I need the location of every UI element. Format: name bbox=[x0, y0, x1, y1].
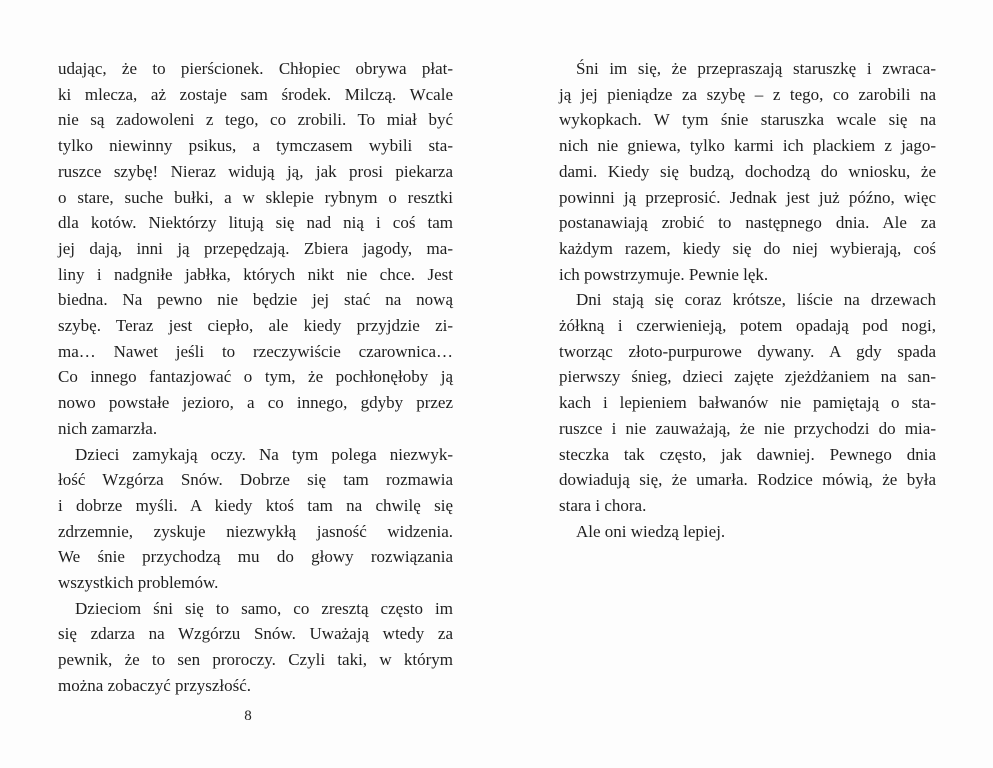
text-line: i dobrze myśli. A kiedy ktoś tam na chwilę się bbox=[58, 495, 453, 515]
text-line: Co innego fantazjować o tym, że pochłonęłoby ją bbox=[58, 367, 453, 387]
text-line: o stare, suche bułki, a w sklepie rybnym o resztki bbox=[58, 187, 453, 207]
text-line: szybę. Teraz jest ciepło, ale kiedy przyjdzie zi- bbox=[58, 316, 453, 336]
text-line: kach i lepieniem bałwanów nie pamiętają o sta- bbox=[559, 393, 936, 413]
paragraph bbox=[58, 442, 453, 596]
text-line: każdym razem, kiedy się do niej wybierają, coś bbox=[559, 238, 936, 258]
text-line: We śnie przychodzą mu do głowy rozwiązania bbox=[58, 547, 453, 567]
text-line: tworząc złoto-purpurowe dywany. A gdy spada bbox=[559, 341, 936, 361]
text-line: łość Wzgórza Snów. Dobrze się tam rozmawia bbox=[58, 470, 453, 490]
text-line: ruszce szybę! Nieraz widują ją, jak prosi piekarza bbox=[58, 161, 453, 181]
paragraph bbox=[559, 56, 936, 287]
text-line: liny i nadgniłe jabłka, których nikt nie chce. Jest bbox=[58, 264, 453, 284]
page-number: 8 bbox=[244, 708, 252, 724]
text-line: nowo powstałe jezioro, a co innego, gdyby przez bbox=[58, 393, 453, 413]
text-line: stara i chora. bbox=[559, 495, 647, 515]
text-line: steczka tak często, jak dawniej. Pewnego dnia bbox=[559, 444, 936, 464]
left-page-text bbox=[58, 56, 453, 699]
right-page-text bbox=[559, 56, 936, 544]
text-line: wykopkach. W tym śnie staruszka wcale się na bbox=[559, 110, 936, 130]
text-line: ją jej pieniądze za szybę – z tego, co zarobili na bbox=[559, 84, 936, 104]
text-line: dami. Kiedy się budzą, dochodzą do wniosku, że bbox=[559, 161, 936, 181]
text-line: się zdarza na Wzgórzu Snów. Uważają wtedy za bbox=[58, 624, 453, 644]
paragraph bbox=[559, 287, 936, 518]
text-line: tylko niewinny psikus, a tymczasem wybili sta- bbox=[58, 136, 453, 156]
text-line: udając, że to pierścionek. Chłopiec obrywa płat- bbox=[58, 59, 453, 78]
text-line: nich zamarzła. bbox=[58, 418, 158, 438]
text-line: ruszce i nie zauważają, że nie przychodzi do mia- bbox=[559, 418, 936, 438]
text-line: Ale oni wiedzą lepiej. bbox=[576, 521, 726, 541]
text-line: ma… Nawet jeśli to rzeczywiście czarownica… bbox=[58, 341, 453, 361]
text-line: pierwszy śnieg, dzieci zajęte zjeżdżaniem na san- bbox=[559, 367, 936, 387]
text-line: ich powstrzymuje. Pewnie lęk. bbox=[559, 264, 769, 284]
text-line: nich nie gniewa, tylko karmi ich plackiem z jago- bbox=[559, 136, 936, 156]
text-line: dowiadują się, że umarła. Rodzice mówią, że była bbox=[559, 470, 936, 490]
text-line: biedna. Na pewno nie będzie jej stać na nową bbox=[58, 290, 453, 310]
text-line: Śni im się, że przepraszają staruszkę i zwraca- bbox=[576, 59, 936, 78]
text-line: zdrzemnie, zyskuje niezwykłą jasność widzenia. bbox=[58, 521, 453, 541]
text-line: Dni stają się coraz krótsze, liście na drzewach bbox=[576, 290, 936, 310]
text-line: Dzieciom śni się to samo, co zresztą często im bbox=[75, 598, 453, 618]
text-line: żółkną i czerwienieją, potem opadają pod nogi, bbox=[559, 316, 936, 336]
text-line: powinni ją przeprosić. Jednak jest już późno, więc bbox=[559, 187, 936, 207]
text-line: Dzieci zamykają oczy. Na tym polega niezwyk- bbox=[75, 444, 453, 464]
text-line: jej dają, inni ją przepędzają. Zbiera jagody, ma- bbox=[58, 238, 453, 258]
text-line: dla kotów. Niektórzy litują się nad nią i coś tam bbox=[58, 213, 453, 233]
paragraph bbox=[58, 56, 453, 442]
text-line: postanawiają zrobić to następnego dnia. Ale za bbox=[559, 213, 936, 233]
text-line: wszystkich problemów. bbox=[58, 573, 219, 593]
text-line: ki mlecza, aż zostaje sam środek. Milczą. Wcale bbox=[58, 84, 453, 104]
text-line: można zobaczyć przyszłość. bbox=[58, 675, 252, 695]
paragraph bbox=[58, 596, 453, 699]
paragraph bbox=[559, 519, 936, 545]
text-line: pewnik, że to sen proroczy. Czyli taki, w którym bbox=[58, 650, 453, 670]
text-line: nie są zadowoleni z tego, co zrobili. To miał być bbox=[58, 110, 453, 130]
